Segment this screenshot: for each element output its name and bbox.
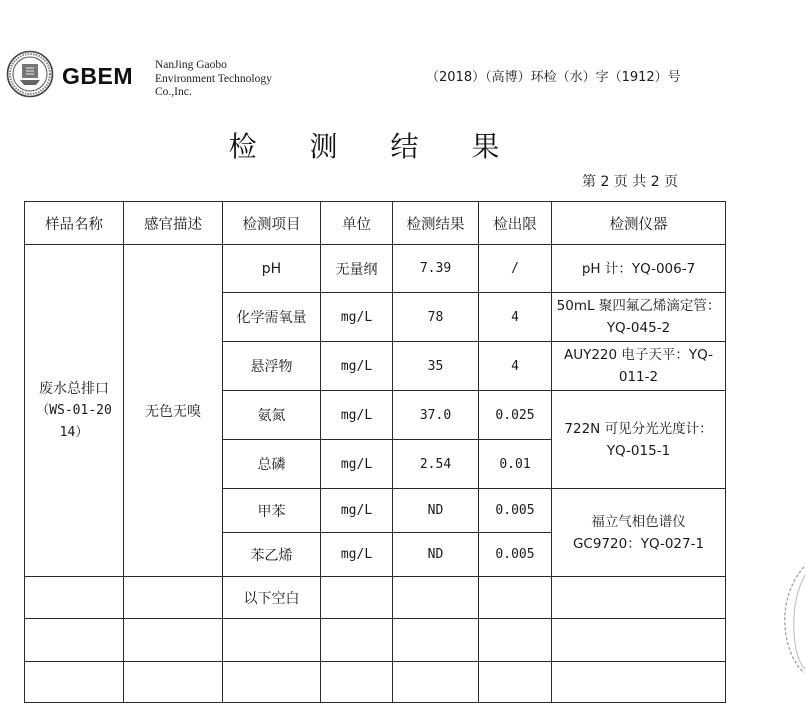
empty-cell bbox=[479, 577, 552, 619]
company-name-line: Environment Technology bbox=[155, 72, 272, 85]
empty-cell bbox=[25, 577, 124, 619]
instrument-cell: 50mL 聚四氟乙烯滴定管：YQ-045-2 bbox=[552, 293, 726, 342]
page-title: 检 测 结 果 bbox=[228, 130, 522, 163]
empty-cell bbox=[552, 619, 726, 662]
detection-limit-cell: 0.005 bbox=[479, 489, 552, 533]
blank-note: 以下空白 bbox=[223, 577, 321, 619]
empty-cell bbox=[552, 577, 726, 619]
test-item-cell: pH bbox=[223, 245, 321, 293]
instrument-cell: pH 计：YQ-006-7 bbox=[552, 245, 726, 293]
company-name-line: NanJing Gaobo bbox=[155, 59, 227, 71]
unit-cell: 无量纲 bbox=[321, 245, 393, 293]
stamp-fragment-icon bbox=[776, 565, 806, 675]
result-cell: ND bbox=[393, 489, 479, 533]
sample-name-line: （WS-01-20 bbox=[36, 402, 112, 418]
test-item-cell: 苯乙烯 bbox=[223, 533, 321, 577]
empty-cell bbox=[393, 577, 479, 619]
table-header-row bbox=[25, 202, 726, 245]
table-row bbox=[25, 662, 726, 703]
unit-cell: mg/L bbox=[321, 440, 393, 489]
empty-cell bbox=[479, 619, 552, 662]
unit-cell: mg/L bbox=[321, 533, 393, 577]
sample-name-line: 14） bbox=[59, 424, 89, 440]
company-name-line: Co.,Inc. bbox=[155, 86, 192, 98]
test-item-cell: 化学需氧量 bbox=[223, 293, 321, 342]
column-header: 检出限 bbox=[479, 202, 552, 245]
detection-limit-cell: 4 bbox=[479, 293, 552, 342]
detection-limit-cell: / bbox=[479, 245, 552, 293]
page-indicator: 第 2 页 共 2 页 bbox=[582, 174, 679, 190]
instrument-cell: 福立气相色谱仪 GC9720：YQ-027-1 bbox=[552, 489, 726, 577]
detection-limit-cell: 0.01 bbox=[479, 440, 552, 489]
empty-cell bbox=[124, 577, 223, 619]
table-row bbox=[25, 577, 726, 619]
result-cell: 37.0 bbox=[393, 391, 479, 440]
instrument-cell: 722N 可见分光光度计：YQ-015-1 bbox=[552, 391, 726, 489]
empty-cell bbox=[479, 662, 552, 703]
unit-cell: mg/L bbox=[321, 489, 393, 533]
column-header: 检测结果 bbox=[393, 202, 479, 245]
empty-cell bbox=[393, 619, 479, 662]
instrument-cell: AUY220 电子天平：YQ-011-2 bbox=[552, 342, 726, 391]
unit-cell: mg/L bbox=[321, 391, 393, 440]
unit-cell: mg/L bbox=[321, 293, 393, 342]
empty-cell bbox=[124, 619, 223, 662]
result-cell: ND bbox=[393, 533, 479, 577]
empty-cell bbox=[124, 662, 223, 703]
unit-cell: mg/L bbox=[321, 342, 393, 391]
company-seal-logo bbox=[6, 50, 54, 98]
detection-limit-cell: 0.025 bbox=[479, 391, 552, 440]
result-cell: 78 bbox=[393, 293, 479, 342]
table-row bbox=[25, 245, 726, 293]
empty-cell bbox=[321, 577, 393, 619]
column-header: 样品名称 bbox=[25, 202, 124, 245]
column-header: 单位 bbox=[321, 202, 393, 245]
empty-cell bbox=[223, 662, 321, 703]
empty-cell bbox=[321, 619, 393, 662]
test-item-cell: 总磷 bbox=[223, 440, 321, 489]
company-name bbox=[155, 59, 272, 100]
empty-cell bbox=[552, 662, 726, 703]
column-header: 检测仪器 bbox=[552, 202, 726, 245]
report-number: （2018）（高博）环检（水）字（1912）号 bbox=[426, 70, 681, 85]
detection-limit-cell: 4 bbox=[479, 342, 552, 391]
sensory-description-cell: 无色无嗅 bbox=[124, 245, 223, 577]
empty-cell bbox=[393, 662, 479, 703]
test-item-cell: 甲苯 bbox=[223, 489, 321, 533]
results-table bbox=[24, 201, 726, 703]
brand-logo-text: GBEM bbox=[62, 63, 133, 89]
test-item-cell: 氨氮 bbox=[223, 391, 321, 440]
column-header: 感官描述 bbox=[124, 202, 223, 245]
sample-name-line: 废水总排口 bbox=[39, 380, 109, 397]
empty-cell bbox=[321, 662, 393, 703]
sample-name-cell bbox=[25, 245, 124, 577]
empty-cell bbox=[25, 662, 124, 703]
empty-cell bbox=[25, 619, 124, 662]
test-item-cell: 悬浮物 bbox=[223, 342, 321, 391]
column-header: 检测项目 bbox=[223, 202, 321, 245]
result-cell: 35 bbox=[393, 342, 479, 391]
detection-limit-cell: 0.005 bbox=[479, 533, 552, 577]
table-row bbox=[25, 619, 726, 662]
result-cell: 2.54 bbox=[393, 440, 479, 489]
result-cell: 7.39 bbox=[393, 245, 479, 293]
empty-cell bbox=[223, 619, 321, 662]
